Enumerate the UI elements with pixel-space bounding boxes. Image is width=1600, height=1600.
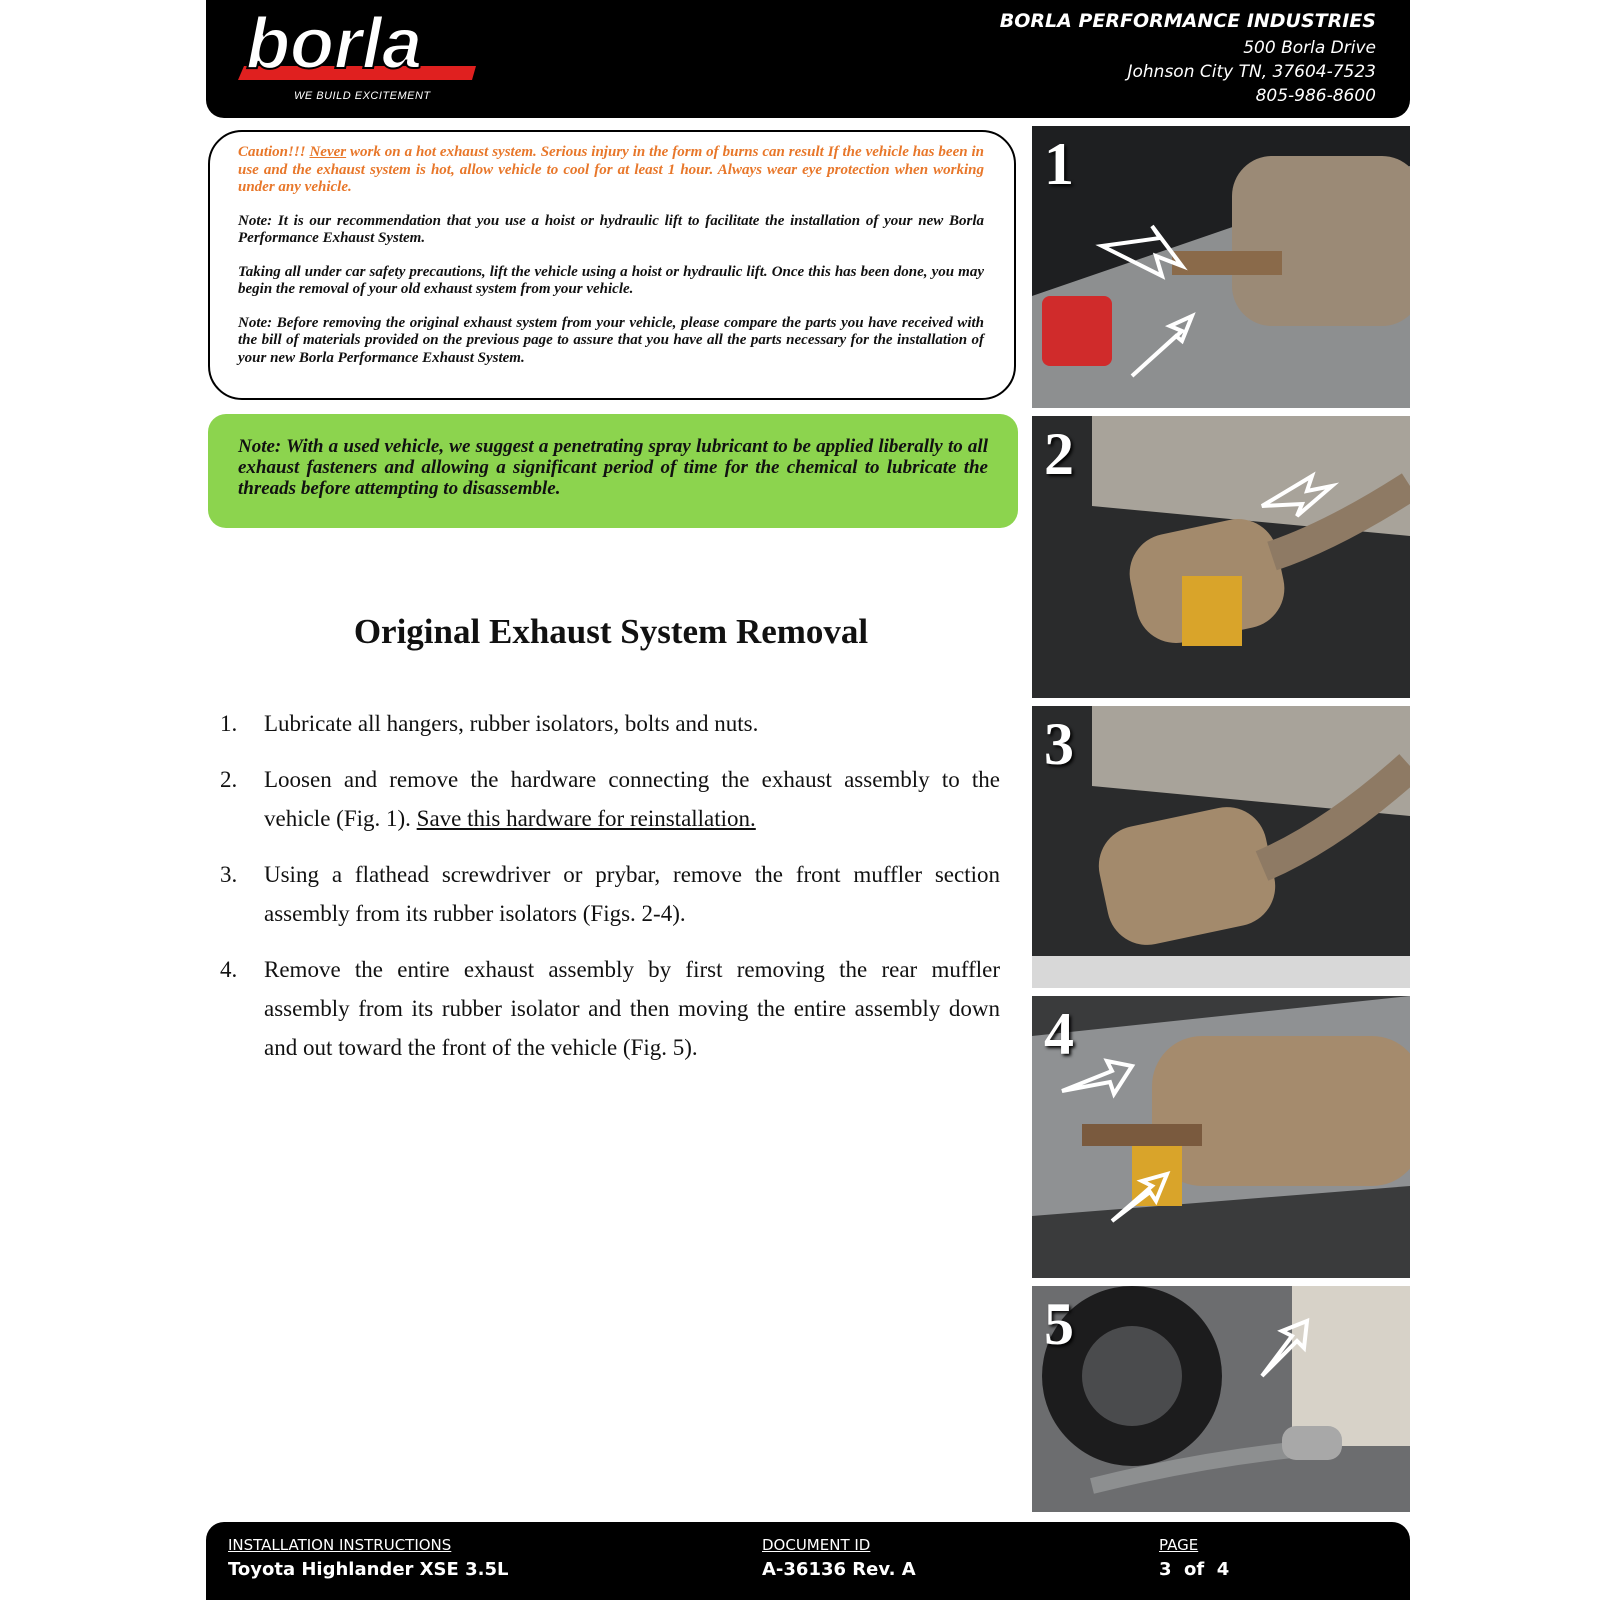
footer-page (1159, 1536, 1229, 1580)
footer-page-label: PAGE (1159, 1536, 1199, 1554)
figure-number: 5 (1044, 1291, 1074, 1357)
step-item (220, 704, 1000, 743)
step-number: 3. (220, 862, 238, 887)
step-item (220, 855, 1000, 933)
exhaust-photo-icon (1032, 706, 1410, 988)
footer-document-id: A-36136 Rev. A (762, 1559, 916, 1580)
company-info (1000, 10, 1376, 108)
logo-tagline: WE BUILD EXCITEMENT (294, 90, 431, 102)
exhaust-photo-icon (1032, 126, 1410, 408)
caution-box (208, 130, 1016, 400)
lubricant-note: Note: With a used vehicle, we suggest a penetrating spray lubricant to be applied liberally to all exhaust fasteners and allowing a significant period of time for the chemical to lubricate the threads before attempting to disassemble. (208, 414, 1018, 528)
step-number: 4. (220, 957, 238, 982)
page-title: Original Exhaust System Removal (353, 612, 869, 651)
footer-vehicle: Toyota Highlander XSE 3.5L (228, 1559, 509, 1580)
exhaust-photo-icon (1032, 996, 1410, 1278)
step-emphasis: Save this hardware for reinstallation. (416, 806, 756, 831)
step-text: Remove the entire exhaust assembly by first removing the rear muffler assembly from its rubber isolator and then moving the entire assembly down and out toward the front of the vehicle (Fig. 5). (264, 957, 1000, 1060)
exhaust-photo-icon (1032, 416, 1410, 698)
step-item (220, 950, 1000, 1067)
figure-5-photo (1032, 1286, 1410, 1512)
figure-3-photo (1032, 706, 1410, 988)
page-footer (206, 1522, 1410, 1600)
figure-number: 1 (1044, 131, 1074, 197)
step-text: Loosen and remove the hardware connecting the exhaust assembly to the vehicle (Fig. 1). (264, 767, 1000, 831)
caution-note-lift: Taking all under car safety precautions, lift the vehicle using a hoist or hydraulic lift. Once this has been done, you may begin the removal of your old exhaust system from your vehicle. (238, 263, 984, 297)
company-address-1: 500 Borla Drive (1243, 38, 1376, 58)
company-address-2: Johnson City TN, 37604-7523 (1127, 62, 1376, 82)
page-header (206, 0, 1410, 118)
step-number: 2. (220, 767, 238, 792)
logo-wordmark: borla (246, 8, 423, 84)
exhaust-photo-icon (1032, 1286, 1410, 1512)
figure-2-photo (1032, 416, 1410, 698)
figure-number: 2 (1044, 421, 1074, 487)
company-name: BORLA PERFORMANCE INDUSTRIES (999, 10, 1376, 32)
caution-note-bom: Note: Before removing the original exhaust system from your vehicle, please compare the parts you have received with the bill of materials provided on the previous page to assure that you have all the parts necessary for the installation of your new Borla Performance Exhaust System. (238, 314, 984, 366)
figure-number: 3 (1044, 711, 1074, 777)
footer-document (762, 1536, 916, 1580)
removal-steps (220, 704, 1000, 1084)
step-item (220, 760, 1000, 838)
company-phone: 805-986-8600 (1255, 86, 1376, 106)
step-number: 1. (220, 711, 238, 736)
figure-number: 4 (1044, 1001, 1074, 1067)
footer-page-number: 3 of 4 (1159, 1559, 1230, 1580)
caution-warning-text: work on a hot exhaust system. Serious injury in the form of burns can result If the vehicle has been in use and the exhaust system is hot, allow vehicle to cool for at least 1 hour. Always wear eye protection when working under any vehicle. (238, 144, 984, 195)
step-text: Lubricate all hangers, rubber isolators, bolts and nuts. (264, 711, 759, 736)
caution-note-hoist: Note: It is our recommendation that you use a hoist or hydraulic lift to facilitate the installation of your new Borla Performance Exhaust System. (238, 212, 984, 246)
caution-never: Never (309, 144, 347, 160)
footer-instructions-label: INSTALLATION INSTRUCTIONS (228, 1536, 452, 1554)
figure-1-photo (1032, 126, 1410, 408)
figure-4-photo (1032, 996, 1410, 1278)
footer-document-label: DOCUMENT ID (762, 1536, 871, 1554)
footer-instructions (228, 1536, 508, 1580)
caution-lead: Caution!!! (238, 144, 310, 160)
step-text: Using a flathead screwdriver or prybar, remove the front muffler section assembly from its rubber isolators (Figs. 2-4). (264, 862, 1000, 926)
caution-warning (238, 144, 984, 197)
